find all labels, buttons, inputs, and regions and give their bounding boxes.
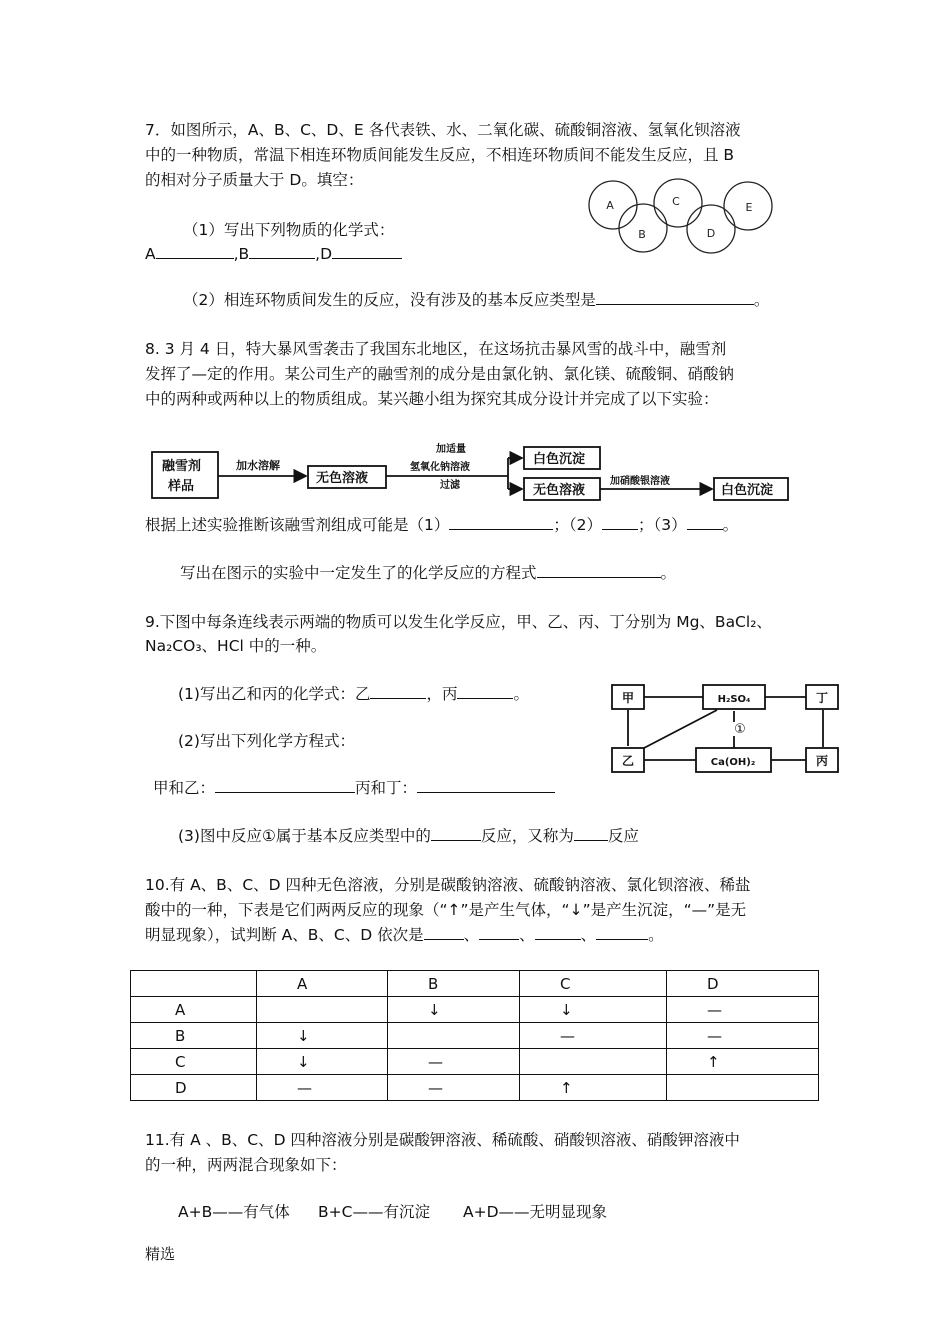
q7-line3: 的相对分子质量大于 D。填空： [145,171,364,189]
q8-line2: 发挥了—定的作用。某公司生产的融雪剂的成分是由氯化钠、氯化镁、硫酸铜、硝酸钠 [145,365,735,383]
q9-bing-ding: 丙和丁： [355,779,418,797]
q7-sub2: （2）相连环物质间发生的反应，没有涉及的基本反应类型是 [183,291,596,309]
table-cell [520,1049,667,1075]
q7-line1: 7．如图所示，A、B、C、D、E 各代表铁、水、二氧化碳、硫酸铜溶液、氢氧化钡溶液 [145,121,741,139]
table-cell [667,1075,819,1101]
q7-label-b: ,B [233,245,250,263]
q9-sub3-line [178,824,639,846]
q9-diagram [608,680,846,776]
flow-box-precipitate2-text: 白色沉淀 [721,483,774,498]
ring-label-d: D [706,227,716,240]
q10-line1: 10.有 A、B、C、D 四种无色溶液，分别是碳酸钠溶液、硫酸钠溶液、氯化钡溶液、稀盐 [145,876,751,894]
q8-blank-2[interactable] [602,513,638,530]
table-cell: — [667,997,819,1023]
q7-answer-line [145,242,402,263]
q8-eq-line [180,561,676,583]
table-cell [257,997,388,1023]
table-header-row [131,971,819,997]
q10-blank-a[interactable] [424,923,464,940]
q9-sub1: (1)写出乙和丙的化学式：乙 [178,685,371,703]
label-caoh2: Ca(OH)₂ [710,757,756,768]
q11-line2: 的一种，两两混合现象如下： [145,1156,347,1174]
table-cell: ↑ [667,1049,819,1075]
table-header-cell: D [667,971,819,997]
q8-blank-3[interactable] [687,513,723,530]
flow-step2a: 加适量 [436,444,466,455]
q10-sep3: 、 [580,926,597,944]
table-cell [388,1023,520,1049]
q10-line3: 明显现象），试判断 A、B、C、D 依次是 [145,926,424,944]
flow-step2c: 过滤 [440,480,460,491]
ring-label-b: B [638,228,646,241]
q9-blank-alias[interactable] [574,824,608,841]
q10-reaction-table [130,970,819,1101]
table-header-cell: A [257,971,388,997]
label-jia: 甲 [621,691,635,705]
q8-infer: 根据上述实验推断该融雪剂组成可能是（1） [145,516,450,534]
table-row [131,997,819,1023]
q9-line1: 9.下图中每条连线表示两端的物质可以发生化学反应，甲、乙、丙、丁分别为 Mg、BaCl₂、 [145,613,772,631]
q7-sub2-end: 。 [753,291,770,309]
q8-flowchart [148,440,798,504]
table-cell: — [520,1023,667,1049]
table-row [131,1023,819,1049]
q7-blank-a[interactable] [156,242,234,259]
table-cell: ↓ [257,1023,388,1049]
flow-box-precipitate-text: 白色沉淀 [533,452,586,467]
table-cell: — [257,1075,388,1101]
q9-sub3a: (3)图中反应①属于基本反应类型中的 [178,827,431,845]
q9-sub3b: 反应，又称为 [480,827,574,845]
q7-line2: 中的一种物质，常温下相连环物质间能发生反应，不相连环物质间不能发生反应，且 B [145,146,735,164]
flow-step2b: 氢氧化钠溶液 [410,462,470,473]
q8-line3: 中的两种或两种以上的物质组成。某兴趣小组为探究其成分设计并完成了以下实验： [145,390,719,408]
table-row-label: D [131,1075,257,1101]
table-header-cell: B [388,971,520,997]
table-cell: ↓ [520,997,667,1023]
q9-line2: Na₂CO₃、HCl 中的一种。 [145,637,327,655]
q11-obs2: B+C——有沉淀 [318,1203,430,1221]
label-h2so4: H₂SO₄ [717,694,751,705]
q9-blank-bing[interactable] [457,682,513,699]
q10-blank-d[interactable] [596,923,648,940]
q8-end: 。 [722,516,739,534]
q8-blank-eq[interactable] [537,561,661,578]
q11-obs1: A+B——有气体 [178,1203,290,1221]
q10-sep1: 、 [463,926,480,944]
q9-sub2: (2)写出下列化学方程式： [178,732,355,750]
flow-sample-text1: 融雪剂 [162,459,202,474]
table-row [131,1075,819,1101]
q8-eq: 写出在图示的实验中一定发生了的化学反应的方程式 [180,564,537,582]
q9-sub3c: 反应 [607,827,639,845]
q9-blank-bing-ding[interactable] [417,776,555,793]
q9-sub1c: 。 [513,685,529,703]
q11-obs3: A+D——无明显现象 [463,1203,608,1221]
q7-blank-d[interactable] [332,242,402,259]
flow-sample-text2: 样品 [168,479,195,494]
q10-end: 。 [648,926,664,944]
q7-blank-b[interactable] [249,242,315,259]
q10-blank-b[interactable] [479,923,519,940]
q9-blank-jia-yi[interactable] [215,776,355,793]
table-cell: — [388,1075,520,1101]
ring-label-e: E [745,201,753,214]
q7-sub2-line [183,288,769,310]
flow-box-solution-text: 无色溶液 [316,471,369,486]
label-reaction-1: ① [734,722,746,737]
q7-label-a: A [145,245,156,263]
q9-blank-type[interactable] [431,824,481,841]
flow-step1: 加水溶解 [236,459,280,472]
footer-label: 精选 [145,1245,176,1263]
q9-eq-line [153,776,555,798]
table-cell: ↓ [257,1049,388,1075]
table-row [131,1049,819,1075]
q8-p2: ；（2） [553,516,602,534]
table-header-cell [131,971,257,997]
q8-p3: ；（3） [638,516,687,534]
label-bing: 丙 [815,754,829,768]
q9-jia-yi: 甲和乙： [153,779,216,797]
table-header-cell: C [520,971,667,997]
label-yi: 乙 [621,754,635,768]
q7-sub1: （1）写出下列物质的化学式： [183,221,395,239]
ring-label-a: A [606,199,614,212]
table-row-label: A [131,997,257,1023]
q8-line1: 8. 3 月 4 日，特大暴风雪袭击了我国东北地区，在这场抗击暴风雪的战斗中，融雪剂 [145,340,727,358]
q9-sub1b: ，丙 [426,685,458,703]
table-cell: ↑ [520,1075,667,1101]
table-cell: ↓ [388,997,520,1023]
table-row-label: B [131,1023,257,1049]
q11-line1: 11.有 A 、B、C、D 四种溶液分别是碳酸钾溶液、稀硫酸、硝酸钡溶液、硝酸钾溶液中 [145,1131,740,1149]
flow-step3: 加硝酸银溶液 [610,476,670,487]
label-ding: 丁 [815,691,829,705]
q9-blank-yi[interactable] [370,682,426,699]
q7-label-d: ,D [315,245,333,263]
q10-sep2: 、 [519,926,535,944]
q8-eq-end: 。 [660,564,677,582]
q10-line2: 酸中的一种，下表是它们两两反应的现象（“↑”是产生气体，“↓”是产生沉淀，“—”是无 [145,901,747,919]
q8-blank-1[interactable] [449,513,553,530]
table-cell: — [667,1023,819,1049]
q7-blank-type[interactable] [596,288,754,305]
q7-ring-diagram [588,178,778,256]
table-cell: — [388,1049,520,1075]
table-row-label: C [131,1049,257,1075]
ring-label-c: C [672,195,680,208]
flow-box-solution2-text: 无色溶液 [533,483,586,498]
q10-blank-c[interactable] [535,923,581,940]
q8-infer-line [145,513,738,535]
q10-line3-wrap [145,923,664,947]
q9-sub1-line [178,682,529,704]
